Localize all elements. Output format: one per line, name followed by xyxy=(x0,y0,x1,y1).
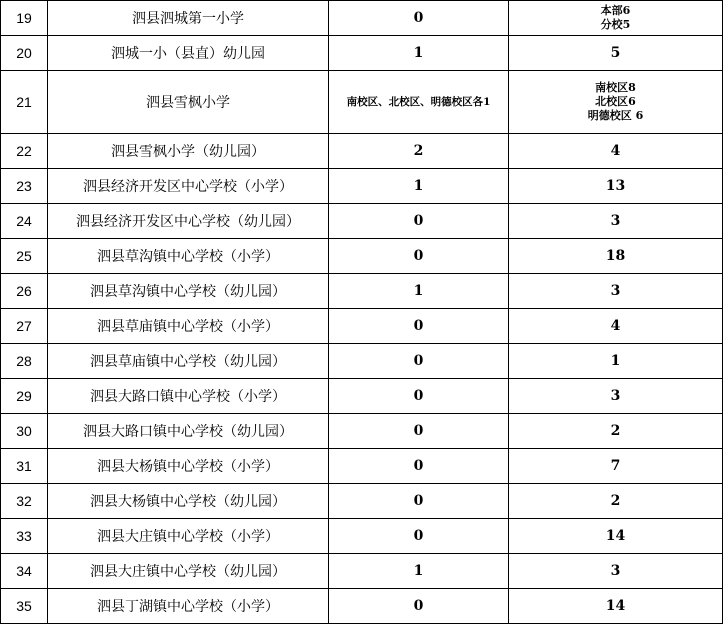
value-col-2: 14 xyxy=(509,519,723,554)
value-col-1: 0 xyxy=(329,589,509,624)
school-name: 泗县大杨镇中心学校（小学） xyxy=(48,449,329,484)
value-col-2: 2 xyxy=(509,414,723,449)
value-col-2: 3 xyxy=(509,379,723,414)
row-number: 34 xyxy=(1,554,48,589)
row-number: 32 xyxy=(1,484,48,519)
value-col-2 xyxy=(509,71,723,134)
table-row xyxy=(1,71,723,134)
value-line: 明德校区 6 xyxy=(587,109,644,122)
table-row xyxy=(1,484,723,519)
row-number: 20 xyxy=(1,36,48,71)
value-col-1: 1 xyxy=(329,169,509,204)
table-row xyxy=(1,309,723,344)
school-name: 泗县大路口镇中心学校（幼儿园） xyxy=(48,414,329,449)
row-number: 23 xyxy=(1,169,48,204)
table-row xyxy=(1,449,723,484)
value-col-2: 4 xyxy=(509,309,723,344)
value-col-2: 4 xyxy=(509,134,723,169)
row-number: 21 xyxy=(1,71,48,134)
school-name: 泗县大路口镇中心学校（小学） xyxy=(48,379,329,414)
table-row xyxy=(1,274,723,309)
value-col-2: 1 xyxy=(509,344,723,379)
table-row xyxy=(1,169,723,204)
row-number: 22 xyxy=(1,134,48,169)
value-col-1: 0 xyxy=(329,519,509,554)
value-col-2: 14 xyxy=(509,589,723,624)
value-col-1: 0 xyxy=(329,1,509,36)
value-line: 本部6 xyxy=(600,4,631,17)
value-col-1: 1 xyxy=(329,554,509,589)
row-number: 19 xyxy=(1,1,48,36)
row-number: 29 xyxy=(1,379,48,414)
row-number: 31 xyxy=(1,449,48,484)
school-name: 泗县草沟镇中心学校（幼儿园） xyxy=(48,274,329,309)
school-name: 泗县大庄镇中心学校（小学） xyxy=(48,519,329,554)
value-col-2 xyxy=(509,1,723,36)
row-number: 35 xyxy=(1,589,48,624)
table-row xyxy=(1,589,723,624)
value-col-2: 13 xyxy=(509,169,723,204)
value-col-1: 0 xyxy=(329,484,509,519)
table-row xyxy=(1,36,723,71)
value-col-1: 1 xyxy=(329,36,509,71)
value-col-2: 3 xyxy=(509,274,723,309)
row-number: 28 xyxy=(1,344,48,379)
table-row xyxy=(1,379,723,414)
school-name: 泗县泗城第一小学 xyxy=(48,1,329,36)
value-col-2: 3 xyxy=(509,204,723,239)
row-number: 33 xyxy=(1,519,48,554)
row-number: 24 xyxy=(1,204,48,239)
school-name: 泗县草庙镇中心学校（小学） xyxy=(48,309,329,344)
value-col-1: 2 xyxy=(329,134,509,169)
school-name: 泗县经济开发区中心学校（小学） xyxy=(48,169,329,204)
table-row xyxy=(1,239,723,274)
school-name: 泗城一小（县直）幼儿园 xyxy=(48,36,329,71)
school-name: 泗县雪枫小学 xyxy=(48,71,329,134)
school-name: 泗县经济开发区中心学校（幼儿园） xyxy=(48,204,329,239)
value-col-1: 0 xyxy=(329,309,509,344)
value-line: 南校区8 xyxy=(595,81,636,94)
school-name: 泗县丁湖镇中心学校（小学） xyxy=(48,589,329,624)
value-col-1: 0 xyxy=(329,379,509,414)
table-row xyxy=(1,519,723,554)
row-number: 25 xyxy=(1,239,48,274)
value-col-1: 0 xyxy=(329,344,509,379)
table-row xyxy=(1,134,723,169)
value-col-1: 0 xyxy=(329,414,509,449)
value-col-1: 0 xyxy=(329,204,509,239)
value-col-2: 7 xyxy=(509,449,723,484)
table-row xyxy=(1,414,723,449)
value-col-2: 5 xyxy=(509,36,723,71)
row-number: 27 xyxy=(1,309,48,344)
table-row xyxy=(1,554,723,589)
value-line: 分校5 xyxy=(600,18,631,31)
table-row xyxy=(1,1,723,36)
row-number: 26 xyxy=(1,274,48,309)
school-name: 泗县大杨镇中心学校（幼儿园） xyxy=(48,484,329,519)
school-name: 泗县草沟镇中心学校（小学） xyxy=(48,239,329,274)
table-row xyxy=(1,344,723,379)
value-col-2: 2 xyxy=(509,484,723,519)
value-col-1: 0 xyxy=(329,239,509,274)
value-line: 北校区6 xyxy=(595,95,636,108)
table-row xyxy=(1,204,723,239)
row-number: 30 xyxy=(1,414,48,449)
school-name: 泗县草庙镇中心学校（幼儿园） xyxy=(48,344,329,379)
value-col-1: 1 xyxy=(329,274,509,309)
value-col-2: 18 xyxy=(509,239,723,274)
value-col-2: 3 xyxy=(509,554,723,589)
school-name: 泗县大庄镇中心学校（幼儿园） xyxy=(48,554,329,589)
value-col-1: 0 xyxy=(329,449,509,484)
school-name: 泗县雪枫小学（幼儿园） xyxy=(48,134,329,169)
value-col-1: 南校区、北校区、明德校区各1 xyxy=(329,71,509,134)
